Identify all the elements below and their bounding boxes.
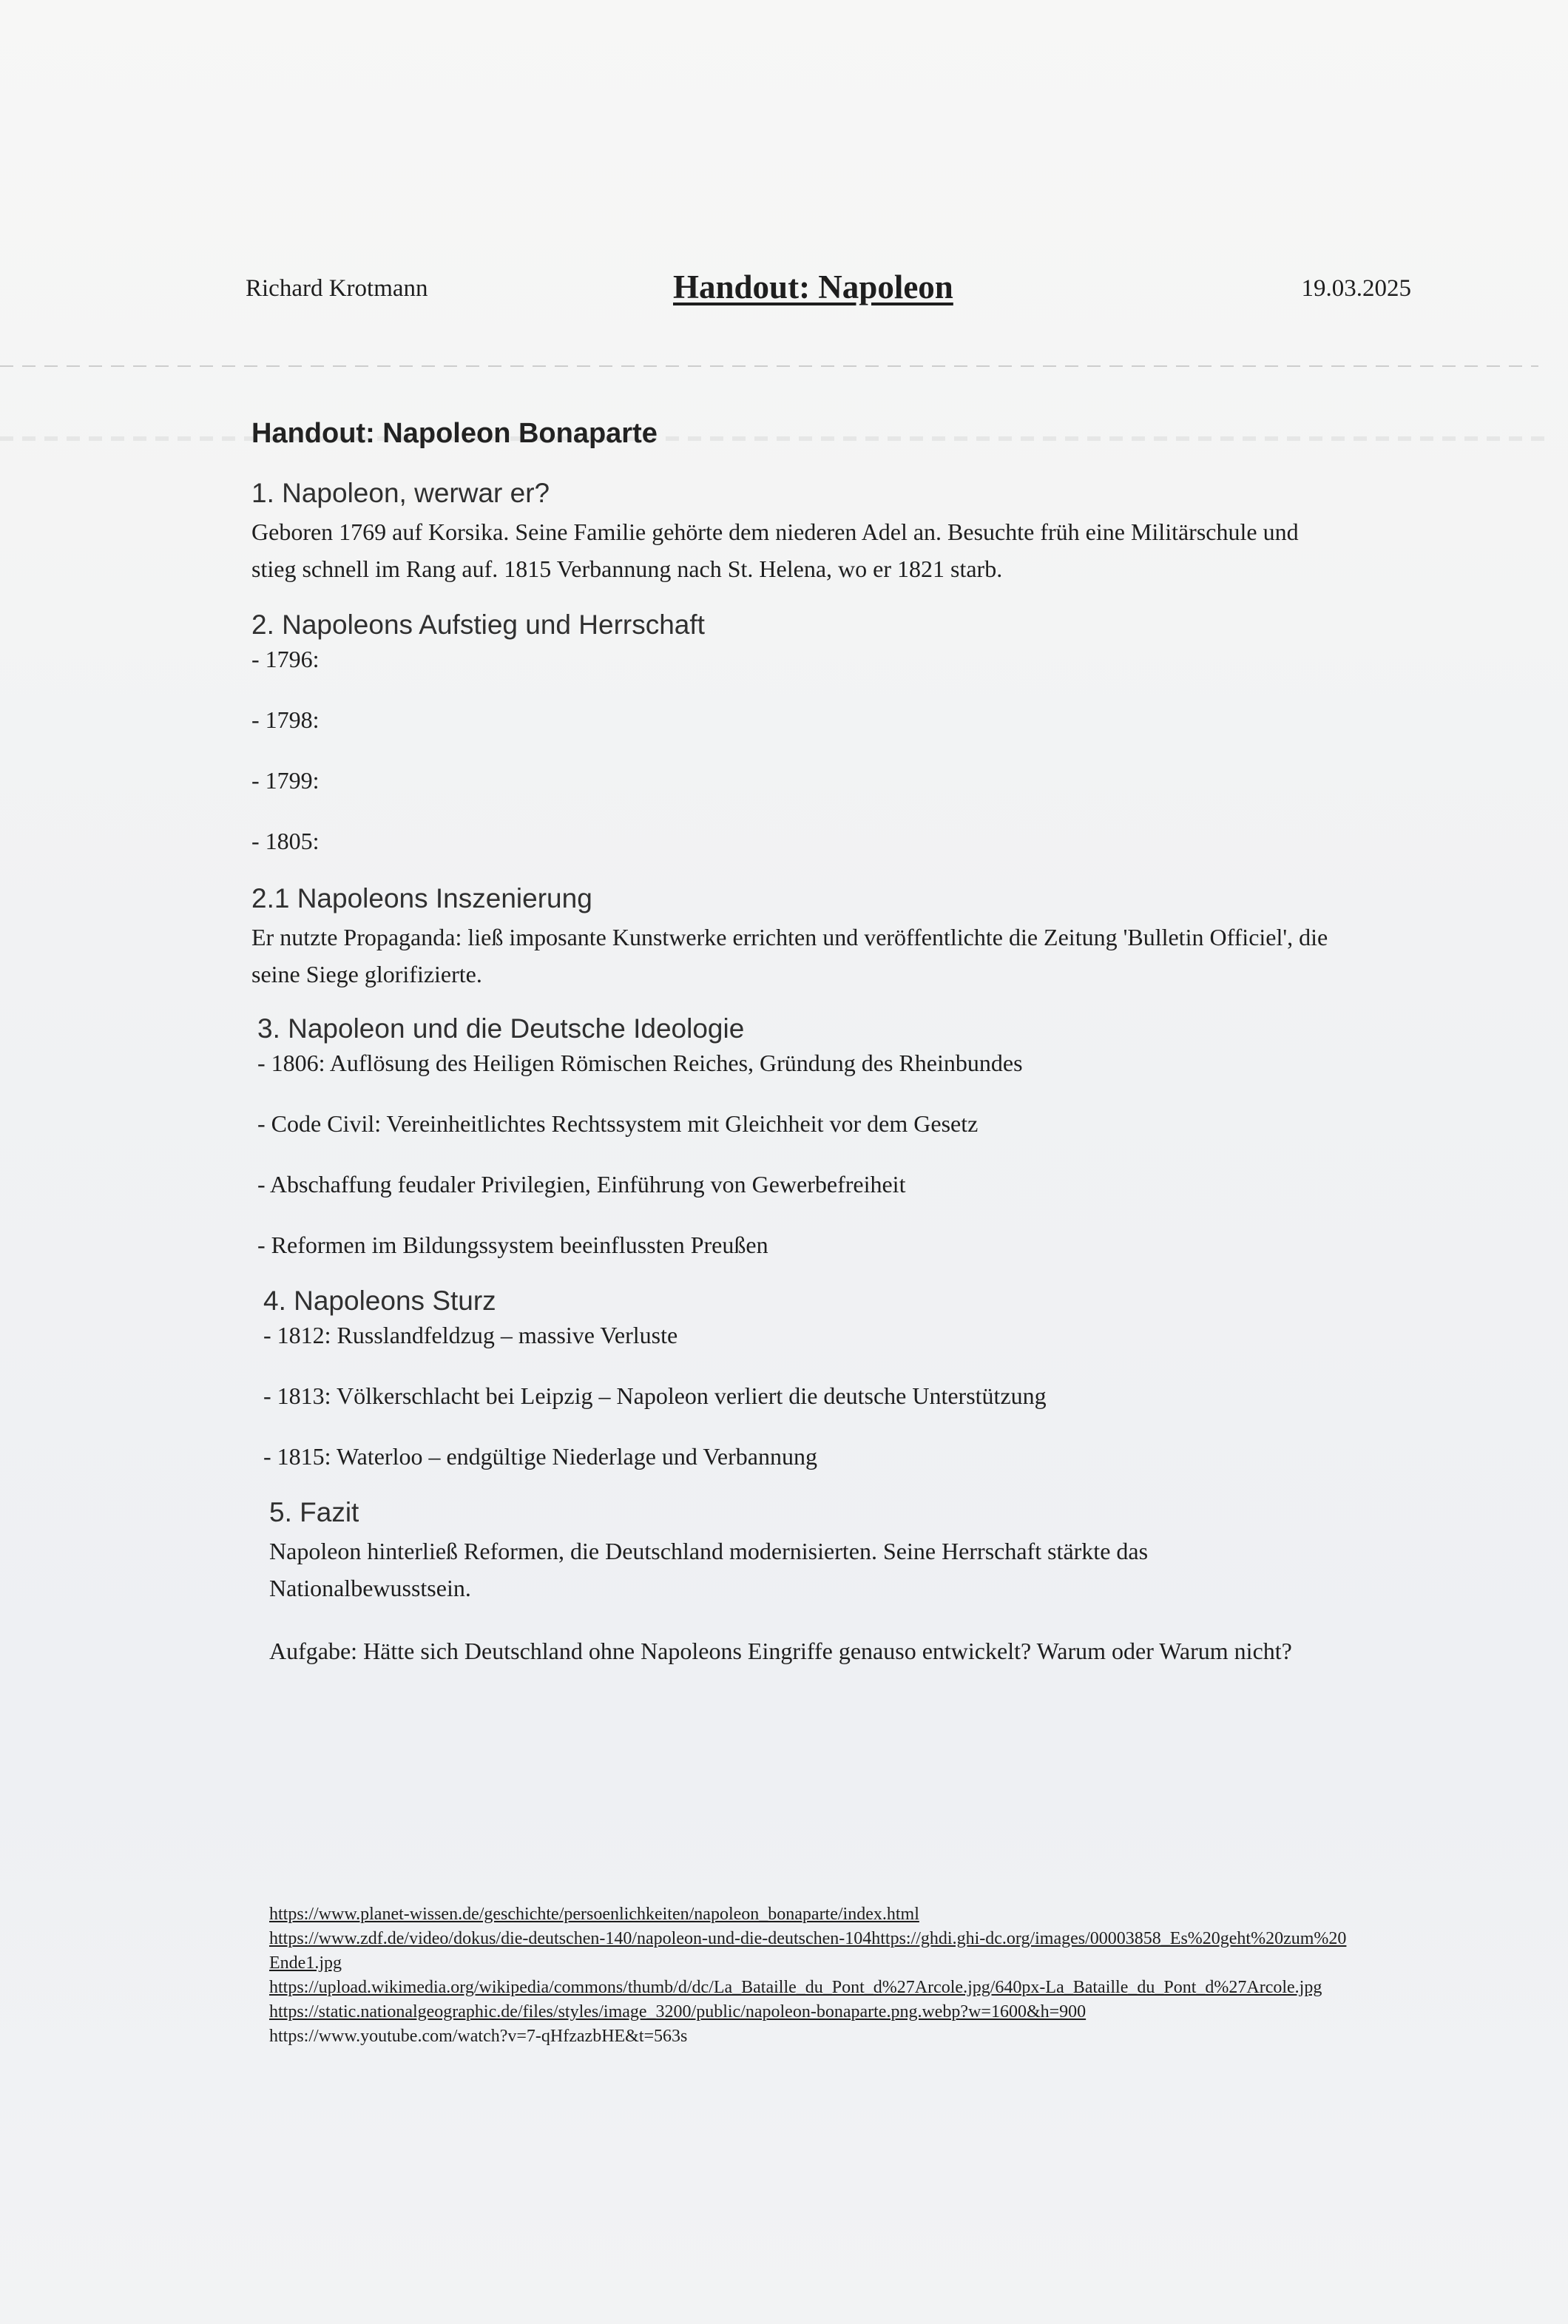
section-heading: 2.1 Napoleons Inszenierung <box>251 883 592 913</box>
list-item: - Code Civil: Vereinheitlichtes Rechtssystem mit Gleichheit vor dem Gesetz <box>257 1110 979 1137</box>
list-item: - 1806: Auflösung des Heiligen Römischen Reiches, Gründung des Rheinbundes <box>257 1050 1023 1076</box>
main-title: Handout: Napoleon Bonaparte <box>251 418 658 449</box>
list-item: - 1805: <box>251 828 320 854</box>
section-heading: 2. Napoleons Aufstieg und Herrschaft <box>251 609 705 640</box>
section-heading: 1. Napoleon, werwar er? <box>251 478 550 508</box>
section-heading: 5. Fazit <box>269 1497 359 1527</box>
section-conclusion <box>251 1497 1346 1670</box>
source-link[interactable]: https://static.nationalgeographic.de/files/styles/image_3200/public/napoleon-bonaparte.png.webp?w=1600&h=900 <box>269 2002 1087 2021</box>
header-divider-line <box>0 365 1538 367</box>
section-rise-and-rule <box>251 609 1346 859</box>
document-body <box>251 418 1346 1692</box>
list-item: - Reformen im Bildungssystem beeinflussten Preußen <box>257 1232 768 1258</box>
section-heading: 3. Napoleon und die Deutsche Ideologie <box>257 1013 745 1044</box>
list-item: - 1812: Russlandfeldzug – massive Verluste <box>263 1322 678 1348</box>
task-question: Aufgabe: Hätte sich Deutschland ohne Napoleons Eingriffe genauso entwickelt? Warum oder Warum nicht? <box>269 1638 1292 1664</box>
header-date: 19.03.2025 <box>1301 275 1411 302</box>
section-downfall <box>251 1286 1346 1475</box>
list-item: - Abschaffung feudaler Privilegien, Einführung von Gewerbefreiheit <box>257 1171 906 1198</box>
list-item: - 1813: Völkerschlacht bei Leipzig – Napoleon verliert die deutsche Unterstützung <box>263 1382 1047 1409</box>
section-heading: 4. Napoleons Sturz <box>263 1286 496 1316</box>
source-link-plain: https://www.youtube.com/watch?v=7-qHfzazbHE&t=563s <box>269 2027 688 2046</box>
header-title: Handout: Napoleon <box>673 268 953 305</box>
author-name: Richard Krotmann <box>246 275 428 302</box>
section-body: Geboren 1769 auf Korsika. Seine Familie gehörte dem niederen Adel an. Besuchte früh eine Militärschule und stieg schnell im Rang auf. 1815 Verbannung nach St. Helena, wo er 1821 starb. <box>251 518 1299 582</box>
page-header <box>246 268 1411 312</box>
source-link[interactable]: https://www.zdf.de/video/dokus/die-deutschen-140/napoleon-und-die-deutschen-104https://ghdi.ghi-dc.org/images/00003858_Es%20geht%20zum%20Ende1.jpg <box>269 1929 1347 1973</box>
section-body: Napoleon hinterließ Reformen, die Deutschland modernisierten. Seine Herrschaft stärkte das Nationalbewusstsein. <box>269 1538 1149 1601</box>
list-item: - 1798: <box>251 706 320 733</box>
sources-list <box>269 1902 1349 2049</box>
list-item: - 1815: Waterloo – endgültige Niederlage und Verbannung <box>263 1443 817 1470</box>
list-item: - 1799: <box>251 767 320 794</box>
section-body: Er nutzte Propaganda: ließ imposante Kunstwerke errichten und veröffentlichte die Zeitung 'Bulletin Officiel', die seine Siege glorifizierte. <box>251 924 1328 987</box>
section-staging <box>251 883 1346 993</box>
list-item: - 1796: <box>251 646 320 672</box>
source-link[interactable]: https://www.planet-wissen.de/geschichte/persoenlichkeiten/napoleon_bonaparte/index.html <box>269 1905 919 1924</box>
section-german-ideology <box>251 1013 1346 1263</box>
source-link[interactable]: https://upload.wikimedia.org/wikipedia/commons/thumb/d/dc/La_Bataille_du_Pont_d%27Arcole.jpg/640px-La_Bataille_du_Pont_d%27Arcole.jpg <box>269 1978 1322 1997</box>
section-who-was-napoleon <box>251 478 1346 587</box>
